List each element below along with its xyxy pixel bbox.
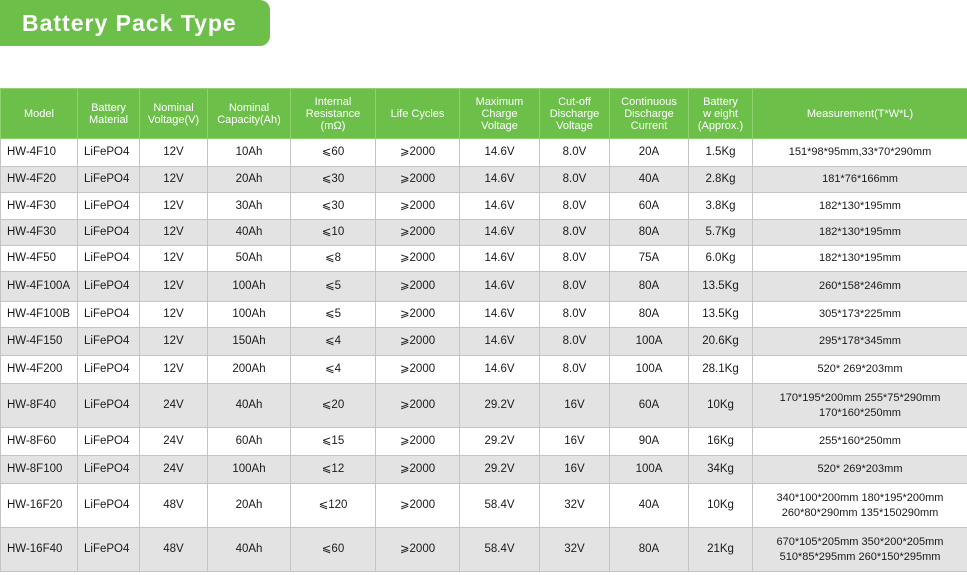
table-cell: 3.8Kg [689,193,753,220]
table-cell: 20A [610,139,689,167]
table-cell: 520* 269*203mm [753,456,967,484]
table-cell: ⩾2000 [376,384,460,428]
table-header-row [1,89,967,139]
table-cell: 6.0Kg [689,246,753,272]
table-cell: 20.6Kg [689,328,753,356]
table-cell: 20Ah [208,484,291,528]
table-cell: 340*100*200mm 180*195*200mm 260*80*290mm 135*150290mm [753,484,967,528]
table-cell: HW-4F100B [1,302,78,328]
table-cell: 13.5Kg [689,272,753,302]
table-row [1,328,967,356]
table-cell: 80A [610,272,689,302]
table-cell: 14.6V [460,246,540,272]
table-cell: LiFePO4 [78,484,140,528]
table-cell: ⩽15 [291,428,376,456]
table-cell: 80A [610,528,689,572]
table-cell: ⩽12 [291,456,376,484]
table-cell: LiFePO4 [78,220,140,246]
table-cell: 16V [540,428,610,456]
table-cell: 50Ah [208,246,291,272]
table-cell: 14.6V [460,139,540,167]
table-cell: HW-4F200 [1,356,78,384]
table-cell: 12V [140,167,208,193]
column-header: Internal Resistance (mΩ) [291,89,376,139]
table-cell: 32V [540,528,610,572]
table-cell: ⩾2000 [376,139,460,167]
table-cell: LiFePO4 [78,528,140,572]
table-cell: LiFePO4 [78,139,140,167]
table-cell: 34Kg [689,456,753,484]
table-cell: 5.7Kg [689,220,753,246]
table-cell: HW-16F40 [1,528,78,572]
table-cell: 12V [140,356,208,384]
table-cell: 8.0V [540,167,610,193]
table-cell: 12V [140,220,208,246]
table-cell: 40Ah [208,528,291,572]
table-cell: 14.6V [460,272,540,302]
table-cell: ⩾2000 [376,456,460,484]
table-cell: 29.2V [460,428,540,456]
column-header: Battery Material [78,89,140,139]
table-cell: 21Kg [689,528,753,572]
table-cell: 100Ah [208,456,291,484]
table-cell: 14.6V [460,302,540,328]
table-row [1,272,967,302]
table-cell: 20Ah [208,167,291,193]
table-cell: 58.4V [460,528,540,572]
table-cell: 260*158*246mm [753,272,967,302]
table-cell: 170*195*200mm 255*75*290mm 170*160*250mm [753,384,967,428]
table-row [1,484,967,528]
table-row [1,356,967,384]
table-cell: 255*160*250mm [753,428,967,456]
table-cell: ⩾2000 [376,484,460,528]
table-cell: 8.0V [540,139,610,167]
table-cell: 75A [610,246,689,272]
table-cell: 60A [610,384,689,428]
table-cell: 10Ah [208,139,291,167]
table-cell: 305*173*225mm [753,302,967,328]
table-cell: HW-4F50 [1,246,78,272]
table-cell: 12V [140,272,208,302]
table-row [1,139,967,167]
table-cell: ⩾2000 [376,272,460,302]
table-cell: LiFePO4 [78,384,140,428]
table-cell: 12V [140,193,208,220]
table-cell: 670*105*205mm 350*200*205mm 510*85*295mm 260*150*295mm [753,528,967,572]
table-cell: 40A [610,167,689,193]
table-row [1,528,967,572]
table-cell: 12V [140,302,208,328]
table-cell: ⩽30 [291,193,376,220]
table-cell: HW-4F20 [1,167,78,193]
table-cell: 13.5Kg [689,302,753,328]
table-cell: 48V [140,528,208,572]
table-cell: 295*178*345mm [753,328,967,356]
table-body [1,139,967,572]
table-cell: 48V [140,484,208,528]
table-cell: LiFePO4 [78,246,140,272]
column-header: Continuous Discharge Current [610,89,689,139]
table-cell: 2.8Kg [689,167,753,193]
table-cell: 16V [540,384,610,428]
table-cell: ⩾2000 [376,428,460,456]
table-row [1,246,967,272]
table-cell: 100Ah [208,302,291,328]
table-cell: 8.0V [540,356,610,384]
table-cell: 182*130*195mm [753,246,967,272]
table-cell: 182*130*195mm [753,193,967,220]
table-cell: ⩾2000 [376,193,460,220]
table-cell: ⩾2000 [376,356,460,384]
table-cell: LiFePO4 [78,167,140,193]
table-cell: 28.1Kg [689,356,753,384]
table-cell: 8.0V [540,220,610,246]
table-cell: 150Ah [208,328,291,356]
table-cell: ⩽5 [291,302,376,328]
table-cell: LiFePO4 [78,356,140,384]
column-header: Life Cycles [376,89,460,139]
table-cell: LiFePO4 [78,456,140,484]
table-cell: ⩾2000 [376,328,460,356]
table-cell: HW-4F30 [1,220,78,246]
table-cell: 24V [140,384,208,428]
table-cell: ⩾2000 [376,302,460,328]
table-cell: 14.6V [460,356,540,384]
table-cell: 8.0V [540,302,610,328]
table-cell: ⩾2000 [376,220,460,246]
table-cell: HW-4F150 [1,328,78,356]
table-cell: ⩽60 [291,139,376,167]
table-cell: LiFePO4 [78,428,140,456]
column-header: Cut-off Discharge Voltage [540,89,610,139]
table-row [1,220,967,246]
table-cell: ⩽10 [291,220,376,246]
table-cell: 80A [610,302,689,328]
table-cell: HW-4F10 [1,139,78,167]
table-cell: ⩽4 [291,328,376,356]
table-cell: 8.0V [540,246,610,272]
table-cell: HW-4F100A [1,272,78,302]
table-cell: 60Ah [208,428,291,456]
table-cell: HW-8F100 [1,456,78,484]
table-cell: 181*76*166mm [753,167,967,193]
table-cell: ⩽8 [291,246,376,272]
table-cell: HW-8F40 [1,384,78,428]
table-cell: ⩽120 [291,484,376,528]
table-cell: 16V [540,456,610,484]
page-title: Battery Pack Type [22,9,237,36]
table-cell: 32V [540,484,610,528]
table-row [1,456,967,484]
table-cell: 100A [610,356,689,384]
table-cell: 100Ah [208,272,291,302]
table-cell: 80A [610,220,689,246]
table-cell: 29.2V [460,384,540,428]
table-cell: 151*98*95mm,33*70*290mm [753,139,967,167]
table-cell: 100A [610,456,689,484]
table-cell: ⩾2000 [376,528,460,572]
table-row [1,193,967,220]
table-cell: 24V [140,428,208,456]
table-cell: 520* 269*203mm [753,356,967,384]
table-cell: ⩾2000 [376,246,460,272]
table-cell: HW-16F20 [1,484,78,528]
table-cell: 12V [140,246,208,272]
column-header: Maximum Charge Voltage [460,89,540,139]
table-cell: 30Ah [208,193,291,220]
table-cell: 100A [610,328,689,356]
table-cell: 12V [140,328,208,356]
table-cell: 40A [610,484,689,528]
table-cell: 8.0V [540,328,610,356]
table-cell: LiFePO4 [78,302,140,328]
table-cell: ⩾2000 [376,167,460,193]
table-cell: 8.0V [540,193,610,220]
table-cell: 12V [140,139,208,167]
table-cell: 14.6V [460,167,540,193]
table-cell: 1.5Kg [689,139,753,167]
table-cell: 60A [610,193,689,220]
battery-spec-table [0,88,967,572]
table-cell: LiFePO4 [78,328,140,356]
table-cell: LiFePO4 [78,272,140,302]
table-cell: ⩽30 [291,167,376,193]
page-title-banner [0,0,270,46]
table-cell: 14.6V [460,193,540,220]
table-cell: ⩽5 [291,272,376,302]
table-cell: HW-4F30 [1,193,78,220]
table-cell: 14.6V [460,328,540,356]
table-cell: 40Ah [208,220,291,246]
table-cell: 29.2V [460,456,540,484]
table-row [1,428,967,456]
table-row [1,384,967,428]
column-header: Nominal Capacity(Ah) [208,89,291,139]
column-header: Battery w eight (Approx.) [689,89,753,139]
table-row [1,167,967,193]
column-header: Measurement(T*W*L) [753,89,967,139]
table-cell: 10Kg [689,384,753,428]
column-header: Model [1,89,78,139]
table-cell: 16Kg [689,428,753,456]
table-cell: 24V [140,456,208,484]
column-header: Nominal Voltage(V) [140,89,208,139]
table-cell: 182*130*195mm [753,220,967,246]
table-cell: 40Ah [208,384,291,428]
table-cell: 90A [610,428,689,456]
table-cell: ⩽60 [291,528,376,572]
table-cell: 14.6V [460,220,540,246]
table-cell: ⩽20 [291,384,376,428]
table-cell: LiFePO4 [78,193,140,220]
table-cell: ⩽4 [291,356,376,384]
table-row [1,302,967,328]
table-cell: 58.4V [460,484,540,528]
table-cell: HW-8F60 [1,428,78,456]
table-cell: 10Kg [689,484,753,528]
table-cell: 8.0V [540,272,610,302]
table-cell: 200Ah [208,356,291,384]
